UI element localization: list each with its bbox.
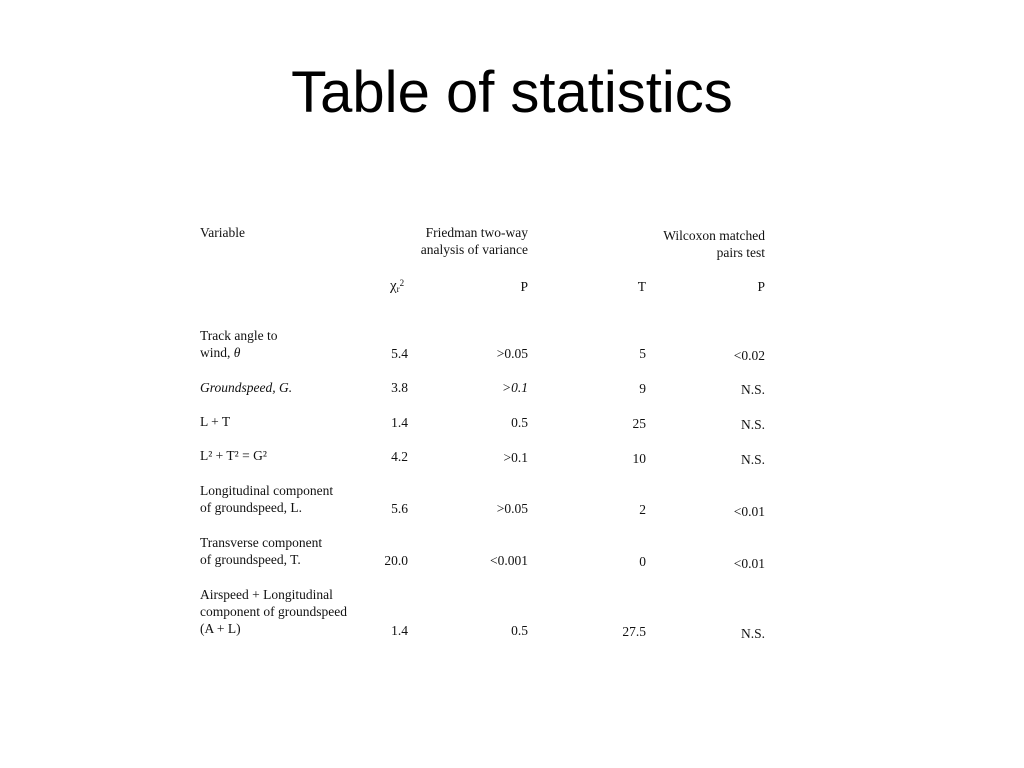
row-1-p-friedman: >0.05 bbox=[496, 346, 528, 361]
row-5-label-line-2: of groundspeed, L. bbox=[200, 500, 302, 515]
row-7-chi: 1.4 bbox=[391, 623, 408, 638]
header-p-wilcoxon: P bbox=[757, 279, 765, 294]
row-6-chi: 20.0 bbox=[384, 553, 408, 568]
row-5-label-line-1: Longitudinal component bbox=[200, 483, 334, 498]
row-4-p-wilcoxon: N.S. bbox=[740, 452, 765, 467]
statistics-table bbox=[198, 218, 778, 648]
row-5-p-wilcoxon: <0.01 bbox=[733, 504, 765, 519]
row-5-p-friedman: >0.05 bbox=[496, 501, 528, 516]
row-7-p-friedman: 0.5 bbox=[511, 623, 528, 638]
row-1-label-line-2: wind, θ bbox=[200, 345, 241, 360]
row-2-t: 9 bbox=[639, 381, 646, 396]
row-3-p-friedman: 0.5 bbox=[511, 415, 528, 430]
row-5-chi: 5.6 bbox=[391, 501, 408, 516]
row-7-label-line-2: component of groundspeed bbox=[200, 604, 347, 619]
row-2-label: Groundspeed, G. bbox=[200, 380, 293, 395]
row-6-p-wilcoxon: <0.01 bbox=[733, 556, 765, 571]
row-6-p-friedman: <0.001 bbox=[490, 553, 528, 568]
header-wilcoxon-line1: Wilcoxon matched bbox=[663, 228, 765, 243]
row-2-p-friedman: >0.1 bbox=[502, 380, 528, 395]
row-3-t: 25 bbox=[632, 416, 646, 431]
slide-title: Table of statistics bbox=[291, 60, 733, 125]
header-t-wilcoxon: T bbox=[637, 279, 646, 294]
row-1-t: 5 bbox=[639, 346, 646, 361]
chi-superscript: 2 bbox=[399, 278, 405, 288]
row-4-chi: 4.2 bbox=[391, 449, 408, 464]
header-chi-square bbox=[390, 278, 404, 295]
row-1-label-line-1: Track angle to bbox=[200, 328, 278, 343]
row-4-p-friedman: >0.1 bbox=[503, 450, 528, 465]
header-wilcoxon-line2: pairs test bbox=[716, 245, 765, 260]
row-7-p-wilcoxon: N.S. bbox=[740, 626, 765, 641]
row-1-chi: 5.4 bbox=[391, 346, 408, 361]
chi-subscript: r bbox=[396, 284, 400, 294]
row-6-t: 0 bbox=[639, 554, 646, 569]
header-p-friedman: P bbox=[520, 279, 528, 294]
row-2-chi: 3.8 bbox=[391, 380, 408, 395]
theta-symbol: θ bbox=[233, 345, 241, 360]
row-4-t: 10 bbox=[632, 451, 646, 466]
row-3-p-wilcoxon: N.S. bbox=[740, 417, 765, 432]
row-1-p-wilcoxon: <0.02 bbox=[733, 348, 765, 363]
chi-symbol: χ bbox=[390, 278, 397, 294]
row-6-label-line-1: Transverse component bbox=[200, 535, 323, 550]
header-friedman-line1: Friedman two-way bbox=[425, 225, 528, 240]
row-3-chi: 1.4 bbox=[391, 415, 408, 430]
row-2-p-wilcoxon: N.S. bbox=[740, 382, 765, 397]
row-3-label: L + T bbox=[200, 414, 231, 429]
row-4-label: L² + T² = G² bbox=[200, 448, 267, 463]
row-7-label-line-3: (A + L) bbox=[200, 621, 241, 636]
row-5-t: 2 bbox=[639, 502, 646, 517]
row-6-label-line-2: of groundspeed, T. bbox=[200, 552, 301, 567]
header-friedman-line2: analysis of variance bbox=[420, 242, 528, 257]
header-variable: Variable bbox=[200, 225, 245, 240]
row-7-t: 27.5 bbox=[622, 624, 646, 639]
row-7-label-line-1: Airspeed + Longitudinal bbox=[200, 587, 333, 602]
